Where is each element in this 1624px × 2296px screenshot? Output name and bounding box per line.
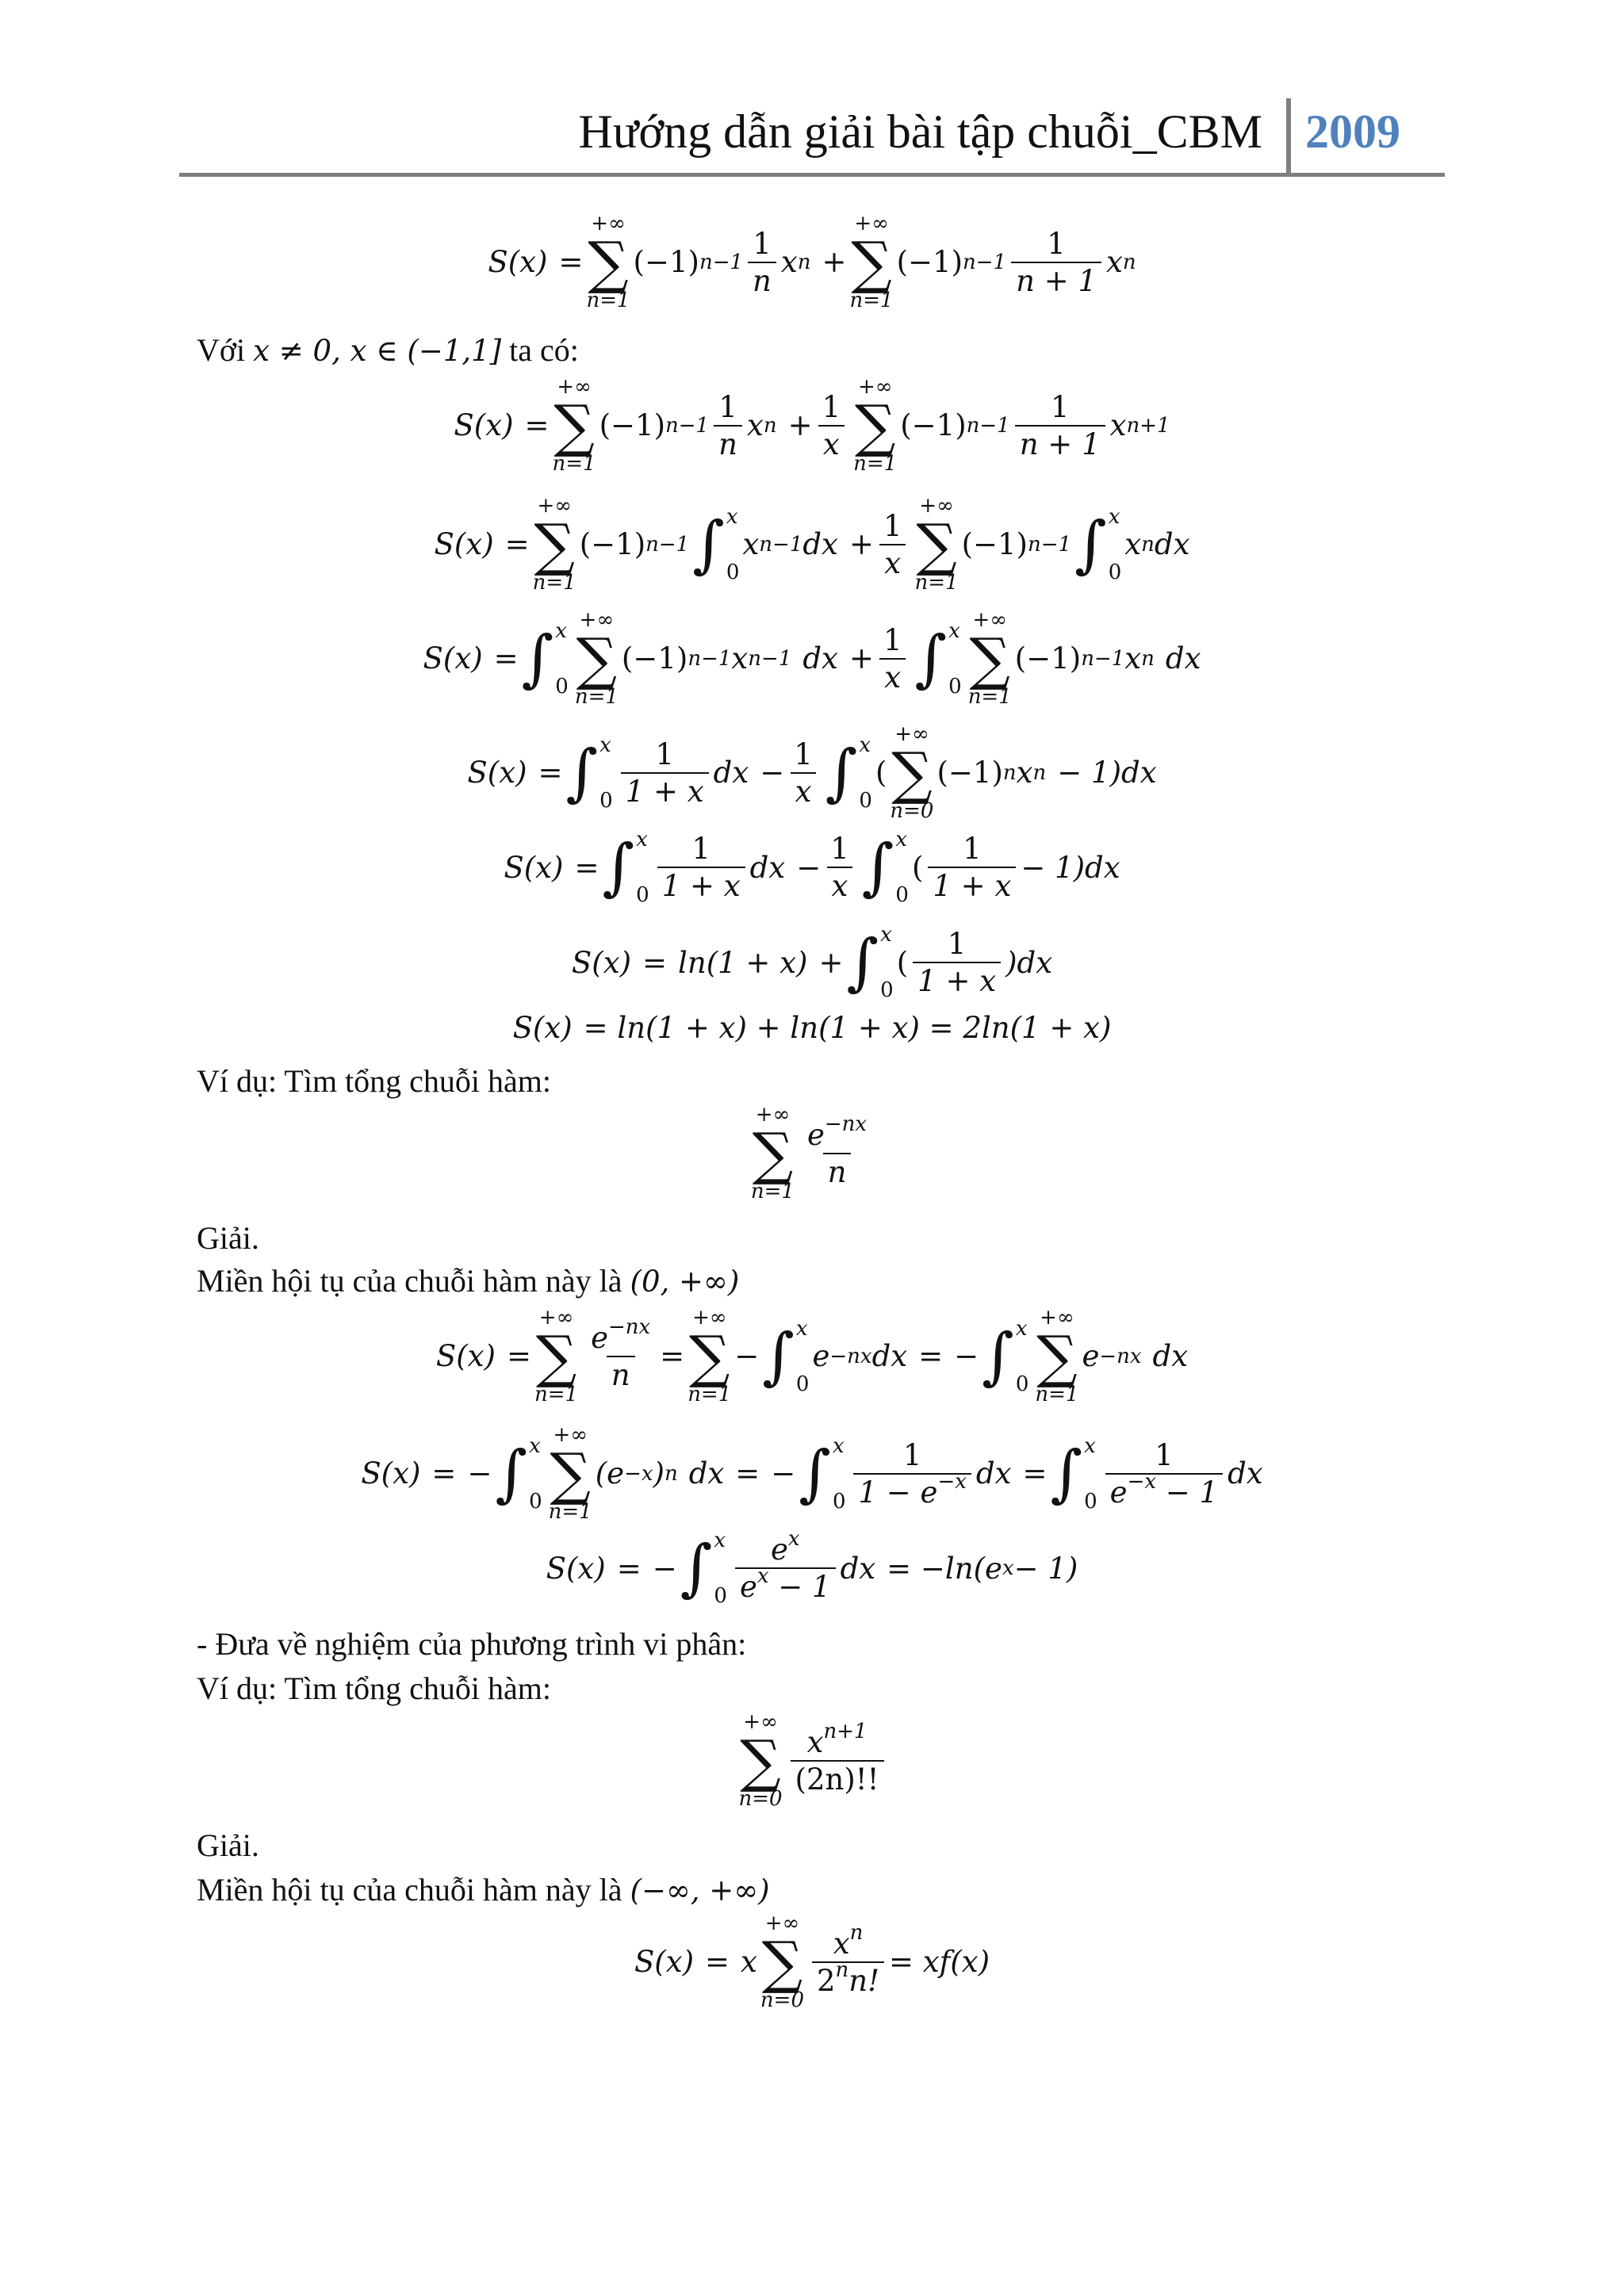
- header-title: Hướng dẫn giải bài tập chuỗi_CBM: [578, 105, 1262, 158]
- paragraph-example-2: Ví dụ: Tìm tổng chuỗi hàm:: [197, 1670, 552, 1706]
- equation-2: S(x) = +∞ ∑ n=1 (−1) n−1 $\frac{1}{n}$ x n + $\frac{1}{x}$ +∞ ∑ n=1 (−1) n−1 $\frac{1}{n + 1}$ x n+1: [454, 375, 1170, 476]
- header-year: 2009: [1305, 105, 1400, 158]
- equation-13: +∞ ∑ n=0 $\frac{x^{n+1}}{(2n)!!}$: [179, 1711, 1445, 1811]
- page-header: [179, 94, 1445, 176]
- equation-3: S(x) = +∞ ∑ n=1 (−1) n−1 ∫ x 0 x n−1 dx + $\frac{1}{x}$ +∞ ∑ n=1 (−1) n−1 ∫ x 0 x n dx: [434, 494, 1190, 595]
- paragraph-convergence-2: Miền hội tụ của chuỗi hàm này là (−∞, +∞): [197, 1872, 770, 1908]
- equation-7: S(x) = ln(1 + x) + ∫ x 0 ( $\frac{1}{1 + x}$ )dx: [571, 923, 1053, 1002]
- equation-9: +∞ ∑ n=1 $\frac{e^{-nx}}{n}$: [750, 1103, 868, 1203]
- equation-8: S(x) = ln(1 + x) + ln(1 + x) = 2ln(1 + x): [512, 1011, 1112, 1045]
- equation-1: S(x) = +∞ ∑ n=1 (−1) n−1 $\frac{1}{n}$ x n + +∞ ∑ n=1 (−1) n−1 $\frac{1}{n + 1}$ x n: [488, 212, 1136, 312]
- paragraph-convergence-1: Miền hội tụ của chuỗi hàm này là (0, +∞): [197, 1263, 740, 1299]
- equation-11: S(x) = − ∫ x 0 +∞ ∑ n=1 (e −x ) n dx = − ∫ x 0 $\frac{1}{1 - e^{-x}}$ dx = ∫ x 0 $\frac{1}{e^{-x} - 1}$ dx: [361, 1423, 1263, 1524]
- paragraph-solution-2: Giải.: [197, 1827, 259, 1863]
- paragraph-example-1: Ví dụ: Tìm tổng chuỗi hàm:: [197, 1063, 552, 1099]
- equation-12: S(x) = − ∫ x 0 $\frac{e^x}{e^x - 1}$ dx = −ln(e x − 1): [546, 1527, 1078, 1608]
- equation-14: S(x) = x +∞ ∑ n=0 $\frac{x^n}{2^nn!}$ = xf(x): [634, 1911, 990, 2012]
- paragraph-solution-1: Giải.: [197, 1220, 259, 1256]
- equation-10: S(x) = +∞ ∑ n=1 $\frac{e^{-nx}}{n}$ = +∞ ∑ n=1 − ∫ x 0 e −nx dx = − ∫ x 0 +∞ ∑ n=1 e −nx dx: [435, 1306, 1189, 1406]
- paragraph-condition: Với x ≠ 0, x ∈ (−1,1] ta có:: [197, 332, 579, 368]
- paragraph-ode-method: - Đưa về nghiệm của phương trình vi phân:: [197, 1626, 747, 1662]
- header-divider: [1286, 98, 1291, 176]
- equation-6: S(x) = ∫ x 0 $\frac{1}{1 + x}$ dx − $\frac{1}{x}$ ∫ x 0 ( $\frac{1}{1 + x}$ − 1)dx: [504, 828, 1120, 907]
- header-rule: [179, 173, 1445, 177]
- equation-5: S(x) = ∫ x 0 $\frac{1}{1 + x}$ dx − $\frac{1}{x}$ ∫ x 0 ( +∞ ∑ n=0 (−1) n x n − 1)dx: [467, 722, 1157, 823]
- equation-4: S(x) = ∫ x 0 +∞ ∑ n=1 (−1) n−1 x n−1 dx + $\frac{1}{x}$ ∫ x 0 +∞ ∑ n=1 (−1) n−1 x n dx: [423, 608, 1201, 709]
